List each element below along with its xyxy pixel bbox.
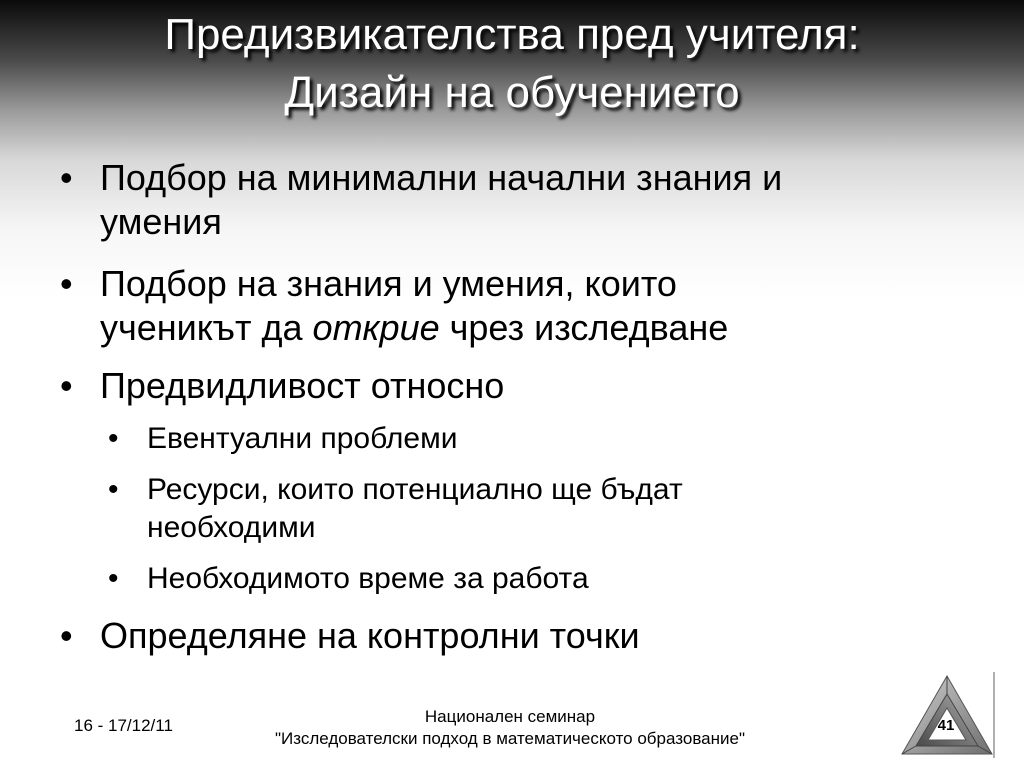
footer-seminar-line2: "Изследователски подход в математическото образование" — [274, 729, 745, 748]
subbullet-item-3: Необходимото време за работа — [147, 562, 589, 595]
bullet-item-2-line2-pre: ученикът да — [100, 307, 313, 348]
footer-seminar — [250, 706, 770, 750]
bullet-item-2-emphasis: открие — [312, 307, 440, 348]
subbullet-item-2-line2: необходими — [147, 511, 316, 544]
bullet-item-2 — [100, 262, 980, 350]
slide-title-line1: Предизвикателства пред учителя: — [164, 10, 860, 59]
subbullet-marker: • — [108, 422, 119, 455]
bullet-item-4: Определяне на контролни точки — [100, 615, 640, 656]
impossible-triangle-icon — [898, 672, 996, 758]
bullet-item-3: Предвидливост относно — [100, 365, 505, 406]
bullet-marker: • — [60, 365, 73, 406]
slide-title-line2: Дизайн на обучението — [284, 68, 740, 117]
bullet-item-1-line2: умения — [100, 201, 222, 242]
subbullet-item-1: Евентуални проблеми — [147, 422, 458, 455]
bullet-marker: • — [60, 157, 73, 198]
subbullet-item-2 — [147, 471, 927, 547]
bullet-item-2-line2 — [100, 306, 980, 350]
subbullet-marker: • — [108, 473, 119, 506]
bullet-item-1-line1: Подбор на минимални начални знания и — [100, 157, 783, 198]
footer-seminar-line1: Национален семинар — [424, 707, 596, 726]
bullet-marker: • — [60, 615, 73, 656]
subbullet-marker: • — [108, 562, 119, 595]
bullet-item-2-line1: Подбор на знания и умения, които — [100, 263, 677, 304]
subbullet-item-2-line1: Ресурси, които потенциално ще бъдат — [147, 473, 683, 506]
bullet-item-1 — [100, 156, 980, 244]
bullet-item-2-line2-post: чрез изследване — [439, 307, 729, 348]
footer-date: 16 - 17/12/11 — [74, 716, 173, 735]
page-number: 41 — [937, 717, 955, 734]
bullet-marker: • — [60, 263, 73, 304]
